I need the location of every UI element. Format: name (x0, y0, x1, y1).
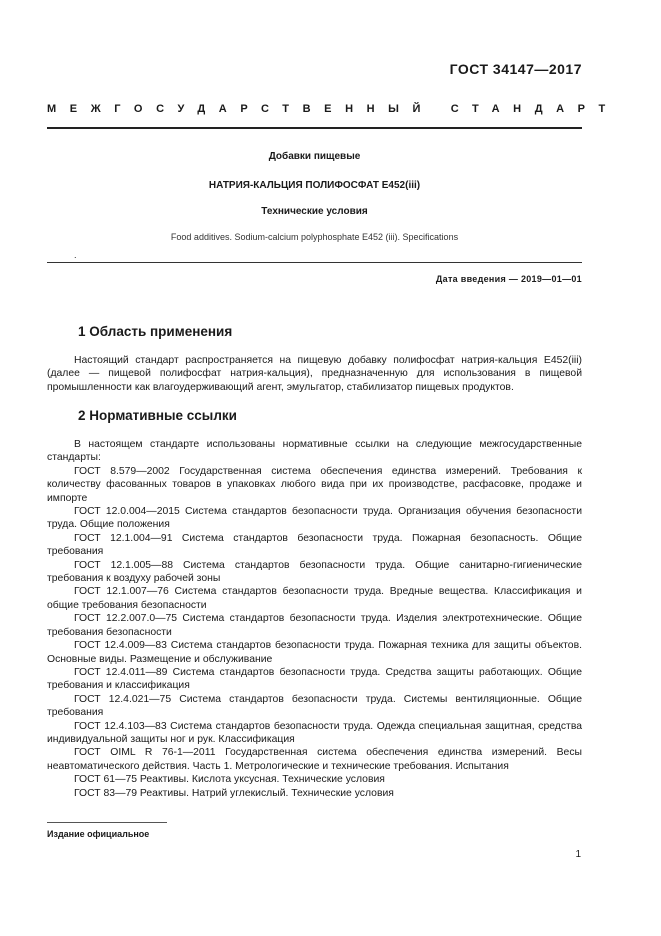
section-1-heading: 1 Область применения (78, 324, 233, 339)
standard-type-heading: МЕЖГОСУДАРСТВЕННЫЙ СТАНДАРТ (47, 103, 619, 115)
footer-divider (47, 822, 167, 823)
english-title: Food additives. Sodium-calcium polyphosphate E452 (iii). Specifications (170, 232, 459, 242)
header-divider (47, 127, 582, 129)
section-1-paragraph: Настоящий стандарт распространяется на пищевую добавку полифосфат натрия-кальция E452(iii) (далее — пищевой полифосфат натрия-кальция), предназначенную для использования в пищевой промышленности как влагоудерживающий агент, эмульгатор, стабилизатор пищевых продуктов. (47, 355, 582, 393)
reference-item: ГОСТ 12.4.021—75 Система стандартов безопасности труда. Системы вентиляционные. Общие требования (47, 693, 582, 719)
title-divider (47, 262, 582, 263)
reference-item: ГОСТ 8.579—2002 Государственная система обеспечения единства измерений. Требования к количеству фасованных товаров в упаковках любого вида при их производстве, расфасовке, продаже и импорте (47, 465, 582, 504)
reference-item: ГОСТ 12.4.011—89 Система стандартов безопасности труда. Средства защиты работающих. Общие требования и классификация (47, 666, 582, 692)
reference-item: ГОСТ 12.1.004—91 Система стандартов безопасности труда. Пожарная безопасность. Общие требования (47, 532, 582, 558)
section-2-intro: В настоящем стандарте использованы нормативные ссылки на следующие межгосударственные стандарты: (47, 439, 582, 464)
document-title: НАТРИЯ-КАЛЬЦИЯ ПОЛИФОСФАТ Е452(iii) (208, 180, 421, 191)
reference-item: ГОСТ 12.2.007.0—75 Система стандартов безопасности труда. Изделия электротехнические. Общие требования безопасности (47, 613, 582, 638)
margin-mark: . (74, 250, 77, 260)
reference-item: ГОСТ 12.4.103—83 Система стандартов безопасности труда. Одежда специальная защитная, средства индивидуальной защиты ног и рук. Классификация (47, 720, 582, 745)
reference-item: ГОСТ 12.0.004—2015 Система стандартов безопасности труда. Организация обучения безопасности труда. Общие положения (47, 506, 582, 531)
gost-code: ГОСТ 34147—2017 (449, 61, 582, 77)
document-subtitle: Технические условия (261, 206, 368, 217)
reference-item: ГОСТ 12.4.009—83 Система стандартов безопасности труда. Пожарная техника для защиты объектов. Основные виды. Размещение и обслуживание (47, 640, 582, 665)
section-2-body (47, 438, 582, 800)
page-number: 1 (575, 849, 581, 860)
reference-item: ГОСТ 61—75 Реактивы. Кислота уксусная. Технические условия (74, 774, 385, 786)
section-2-heading: 2 Нормативные ссылки (78, 408, 237, 423)
section-1-body (47, 354, 582, 394)
edition-label: Издание официальное (47, 829, 150, 839)
introduction-date: Дата введения — 2019—01—01 (435, 274, 582, 284)
reference-item: ГОСТ 12.1.005—88 Система стандартов безопасности труда. Общие санитарно-гигиенические требования к воздуху рабочей зоны (47, 559, 582, 585)
reference-item: ГОСТ OIML R 76-1—2011 Государственная система обеспечения единства измерений. Весы неавтоматического действия. Часть 1. Метрологические и технические требования. Испытания (47, 747, 582, 772)
title-category: Добавки пищевые (268, 151, 361, 162)
reference-item: ГОСТ 83—79 Реактивы. Натрий углекислый. Технические условия (74, 787, 394, 799)
reference-item: ГОСТ 12.1.007—76 Система стандартов безопасности труда. Вредные вещества. Классификация и общие требования безопасности (47, 586, 582, 611)
